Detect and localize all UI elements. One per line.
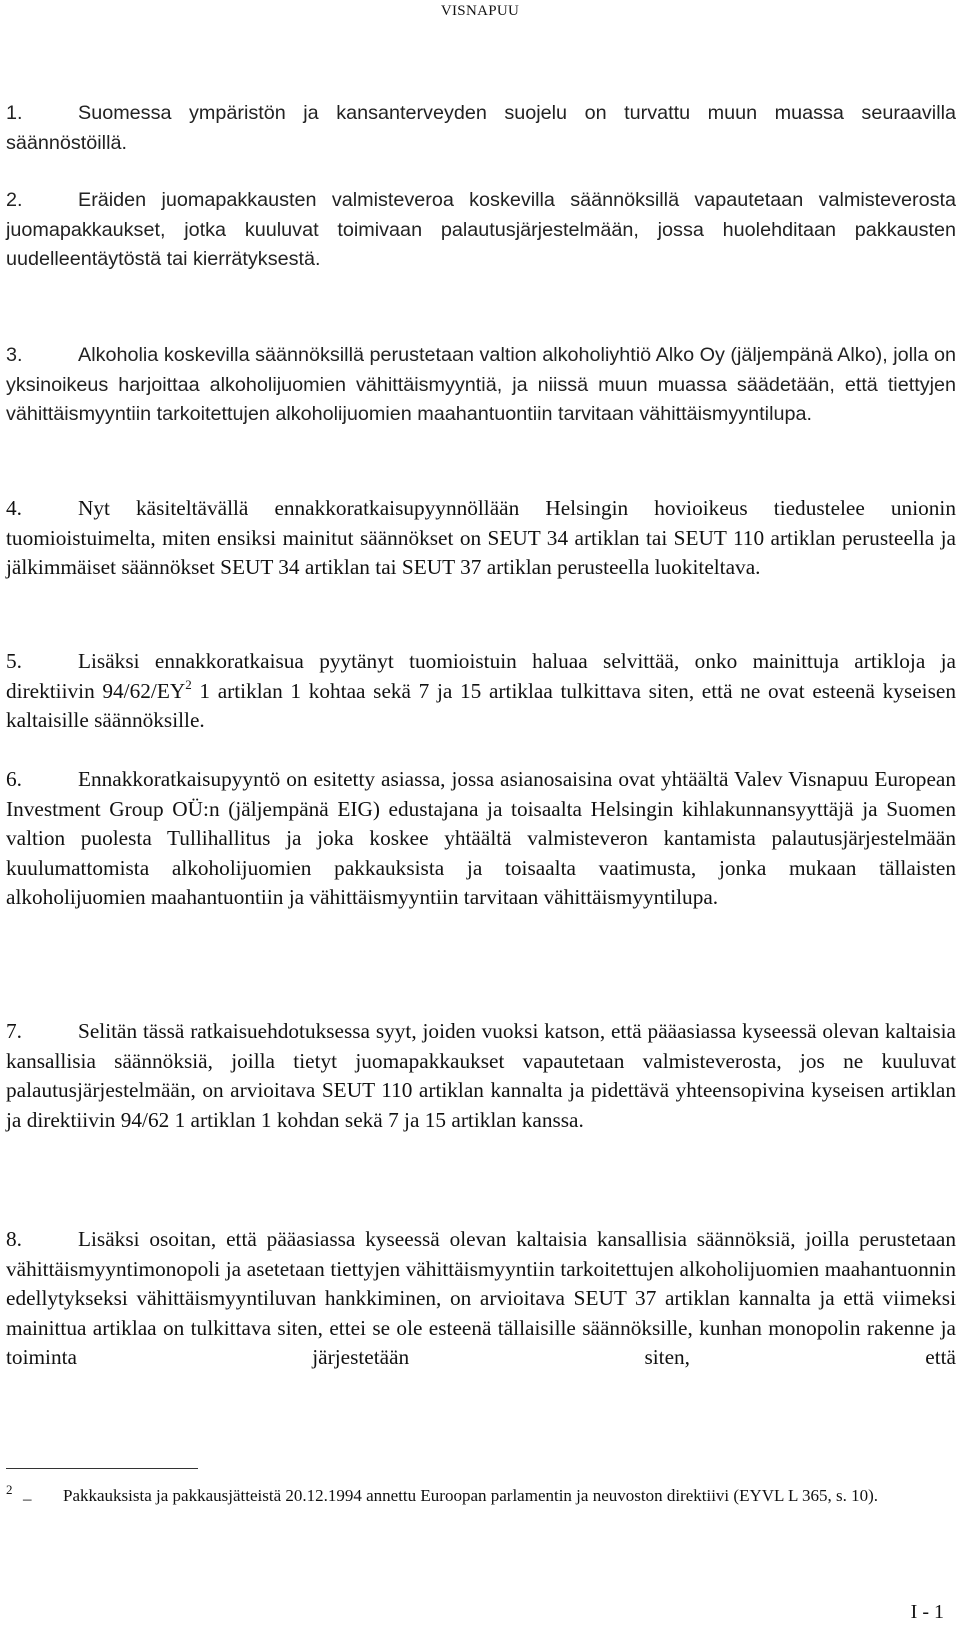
paragraph-text: Ennakkoratkaisupyyntö on esitetty asiassa, jossa asianosaisina ovat yhtäältä Valev Visnapuu European Investment Group OÜ:n (jäljempänä EIG) edustajana ja toisaalta Helsingin kihlakunnansyyttäjä ja Suomen valtion puolesta Tullihallitus ja joka koskee yhtäältä valmisteveron kantamista palautusjärjestelmään kuulumattomista alkoholijuomien pakkauksista ja toisaalta vaatimusta, jonka mukaan tällaisten alkoholijuomien maahantuontiin ja vähittäismyyntiin tarvitaan vähittäismyyntilupa. [6,767,956,909]
paragraph-number: 2. [6,189,23,211]
running-header: VISNAPUU [440,3,520,19]
paragraph-text: Alkoholia koskevilla säännöksillä perustetaan valtion alkoholiyhtiö Alko Oy (jäljempänä Alko), jolla on yksinoikeus harjoittaa alkoholijuomien vähittäismyyntiä, ja niissä muun muassa säädetään, että tiettyjen vähittäismyyntiin tarkoitettujen alkoholijuomien maahantuontiin tarvitaan vähittäismyyntilupa. [6,344,956,425]
paragraph-1 [6,99,956,158]
paragraph-number: 1. [6,102,23,124]
paragraph-4 [6,494,956,583]
paragraph-8 [6,1225,956,1373]
paragraph-text: Lisäksi osoitan, että pääasiassa kyseessä olevan kaltaisia kansallisia säännöksiä, joilla perustetaan vähittäismyyntimonopoli ja asetetaan tiettyjen vähittäismyyntiin tarkoitettujen alkoholijuomien maahantuonnin edellytykseksi vähittäismyyntiluvan hankkiminen, on arvioitava SEUT 37 artiklan kannalta ja että viimeksi mainittua artiklaa on tulkittava siten, ettei se ole esteenä tällaisille säännöksille, kunhan monopolin rakenne ja toiminta järjestetään siten, että [6,1227,956,1369]
footnote-mark: 2 [6,1482,13,1497]
paragraph-text: Nyt käsiteltävällä ennakkoratkaisupyynnöllään Helsingin hovioikeus tiedustelee unionin tuomioistuimelta, miten ensiksi mainitut säännökset on SEUT 34 artiklan tai SEUT 110 artiklan perusteella ja jälkimmäiset säännökset SEUT 34 artiklan tai SEUT 37 artiklan perusteella luokiteltava. [6,496,956,579]
page-number: I - 1 [910,1601,944,1623]
paragraph-text: Suomessa ympäristön ja kansanterveyden suojelu on turvattu muun muassa seuraavilla säännöstöillä. [6,102,956,154]
paragraph-3 [6,341,956,430]
paragraph-6 [6,765,956,913]
paragraph-number: 6. [6,767,22,791]
paragraph-text-after: 1 artiklan 1 kohtaa sekä 7 ja 15 artiklaa tulkittava siten, että ne ovat esteenä kyseisen kaltaisille säännöksille. [6,678,956,732]
paragraph-number: 5. [6,649,22,673]
paragraph-5 [6,647,956,736]
paragraph-7 [6,1017,956,1135]
paragraph-number: 8. [6,1227,22,1251]
paragraph-number: 7. [6,1019,22,1043]
paragraph-number: 4. [6,496,22,520]
footnote-reference[interactable]: 2 [185,676,192,692]
paragraph-2 [6,186,956,275]
paragraph-text-before: Lisäksi ennakkoratkaisua pyytänyt tuomioistuin haluaa selvittää, onko mainittuja artikloja ja direktiivin 94/62/EY [6,649,956,703]
footnote-divider [6,1468,198,1469]
footnote-dash: – [23,1489,32,1508]
footnote [6,1483,946,1508]
paragraph-number: 3. [6,344,23,366]
paragraph-text: Selitän tässä ratkaisuehdotuksessa syyt, joiden vuoksi katson, että pääasiassa kyseessä olevan kaltaisia kansallisia säännöksiä, joilla tietyt juomapakkaukset vapautetaan valmisteverosta, jos ne kuuluvat palautusjärjestelmään, on arvioitava SEUT 110 artiklan kannalta ja pidettävä yhteensopivina kyseisen artiklan ja direktiivin 94/62 1 artiklan 1 kohdan sekä 7 ja 15 artiklan kanssa. [6,1019,956,1132]
paragraph-text: Eräiden juomapakkausten valmisteveroa koskevilla säännöksillä vapautetaan valmisteverosta juomapakkaukset, jotka kuuluvat toimivaan palautusjärjestelmään, jossa huolehditaan pakkausten uudelleentäytöstä tai kierrätyksestä. [6,189,956,270]
footnote-text: Pakkauksista ja pakkausjätteistä 20.12.1994 annettu Euroopan parlamentin ja neuvoston direktiivi (EYVL L 365, s. 10). [63,1486,879,1505]
